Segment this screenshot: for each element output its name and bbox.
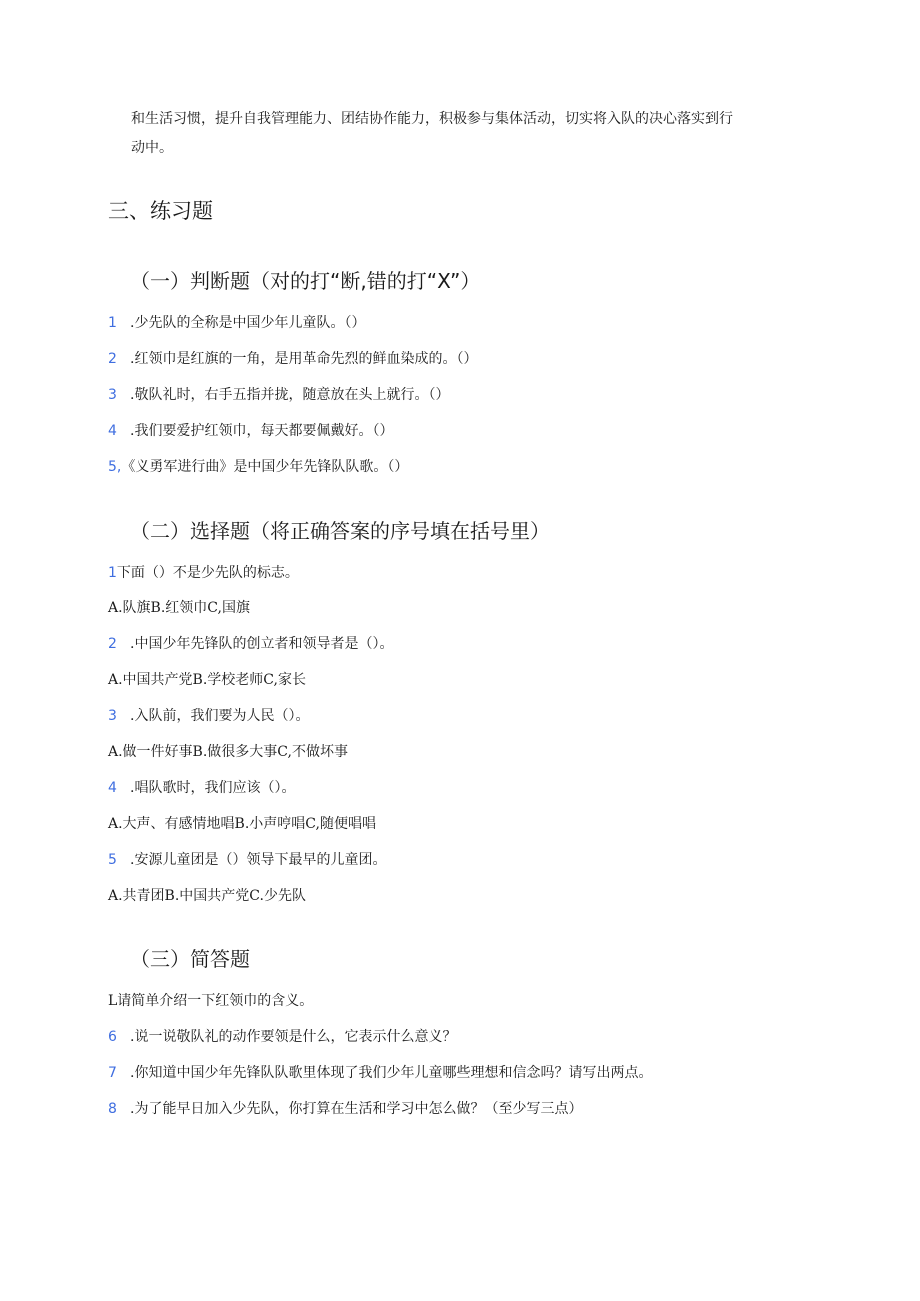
item-text: 下面（）不是少先队的标志。: [116, 565, 299, 581]
item-number: 2: [108, 351, 117, 367]
item-text: .我们要爱护红领巾，每天都要佩戴好。（）: [130, 423, 394, 439]
choice-question: [108, 563, 299, 583]
item-number: 1: [108, 565, 117, 581]
item-text: .你知道中国少年先锋队队歌里体现了我们少年儿童哪些理想和信念吗？请写出两点。: [130, 1065, 653, 1081]
judge-item: [108, 385, 449, 405]
choice-question: [108, 706, 309, 726]
item-text: .红领巾是红旗的一角，是用革命先烈的鲜血染成的。（）: [130, 351, 478, 367]
judge-item: [108, 421, 393, 441]
part2-title: （二）选择题（将正确答案的序号填在括号里）: [130, 519, 550, 543]
item-text: .为了能早日加入少先队，你打算在生活和学习中怎么做？（至少写三点）: [130, 1101, 583, 1117]
item-number: 5,: [108, 459, 122, 475]
section-title: 三、练习题: [108, 199, 213, 223]
item-text: .入队前，我们要为人民（）。: [130, 708, 310, 724]
choice-question: [108, 778, 295, 798]
choice-options: A.中国共产党B.学校老师C,家长: [108, 672, 306, 688]
judge-item: [108, 457, 408, 477]
item-number: 7: [108, 1065, 117, 1081]
part1-title: （一）判断题（对的打“断,错的打“X”）: [130, 269, 481, 293]
item-text: .说一说敬队礼的动作要领是什么，它表示什么意义？: [130, 1029, 457, 1045]
intro-line-2: 动中。: [131, 140, 173, 156]
part3-title: （三）简答题: [130, 947, 250, 971]
choice-question: [108, 850, 386, 870]
item-number: 4: [108, 423, 117, 439]
short-answer-item: [108, 1027, 456, 1047]
item-number: 6: [108, 1029, 117, 1045]
item-text: .敬队礼时，右手五指并拢，随意放在头上就行。（）: [130, 387, 450, 403]
short-answer-item: [108, 1063, 652, 1083]
item-number: 3: [108, 708, 117, 724]
choice-question: [108, 634, 393, 654]
item-text: .唱队歌时，我们应该（）。: [130, 780, 296, 796]
item-number: 8: [108, 1101, 117, 1117]
item-number: 3: [108, 387, 117, 403]
choice-options: A.大声、有感情地唱B.小声哼唱C,随便唱唱: [108, 816, 376, 832]
judge-item: [108, 349, 477, 369]
item-number: 5: [108, 852, 117, 868]
choice-options: A.队旗B.红领巾C,国旗: [108, 600, 250, 616]
item-text: 《义勇军进行曲》是中国少年先锋队队歌。（）: [121, 459, 409, 475]
item-number: 4: [108, 780, 117, 796]
judge-item: [108, 313, 365, 333]
item-text: .少先队的全称是中国少年儿童队。（）: [130, 315, 366, 331]
short-answer-item: L请简单介绍一下红领巾的含义。: [108, 993, 314, 1009]
item-text: .安源儿童团是（）领导下最早的儿童团。: [130, 852, 387, 868]
item-text: .中国少年先锋队的创立者和领导者是（）。: [130, 636, 394, 652]
choice-options: A.做一件好事B.做很多大事C,不做坏事: [108, 744, 348, 760]
intro-line-1: 和生活习惯，提升自我管理能力、团结协作能力，积极参与集体活动，切实将入队的决心落实到行: [131, 111, 733, 127]
item-number: 2: [108, 636, 117, 652]
short-answer-item: [108, 1099, 582, 1119]
item-number: 1: [108, 315, 117, 331]
choice-options: A.共青团B.中国共产党C.少先队: [108, 888, 306, 904]
